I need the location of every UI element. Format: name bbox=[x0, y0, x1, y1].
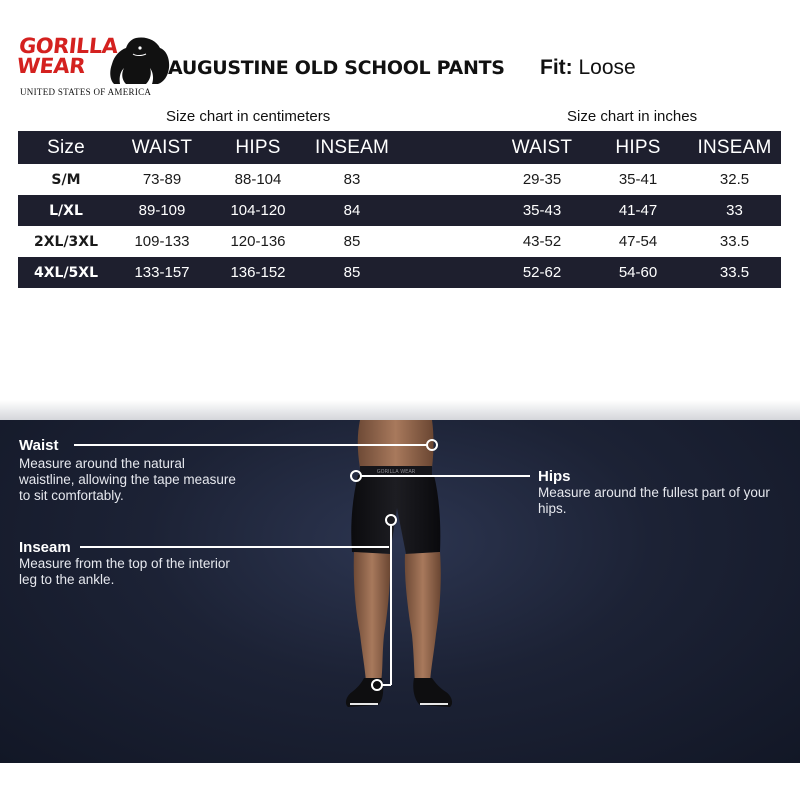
hips-cm-cell: 88-104 bbox=[234, 171, 282, 188]
header-inseam-cm: INSEAM bbox=[314, 136, 390, 158]
waist-in-cell: 35-43 bbox=[522, 202, 562, 219]
header-waist-in: WAIST bbox=[511, 136, 573, 158]
header-size: Size bbox=[47, 136, 85, 158]
inseam-in-cell: 32.5 bbox=[719, 171, 750, 188]
fit-info bbox=[540, 56, 636, 80]
logo-tagline: UNITED STATES OF AMERICA bbox=[20, 87, 152, 97]
header-hips-cm: HIPS bbox=[235, 136, 281, 158]
inseam-in-cell: 33.5 bbox=[719, 264, 750, 281]
waist-in-cell: 52-62 bbox=[522, 264, 562, 281]
hips-description: Measure around the fullest part of your hips. bbox=[538, 485, 770, 516]
inseam-description: Measure from the top of the interior leg to the ankle. bbox=[19, 556, 230, 587]
product-title: AUGUSTINE OLD SCHOOL PANTS bbox=[168, 57, 505, 79]
panel-shadow bbox=[0, 400, 800, 422]
waist-in-cell: 29-35 bbox=[522, 171, 562, 188]
hips-in-cell: 41-47 bbox=[618, 202, 658, 219]
hips-cm-cell: 104-120 bbox=[230, 202, 286, 219]
caption-inches: Size chart in inches bbox=[567, 108, 698, 125]
hips-in-cell: 47-54 bbox=[618, 233, 658, 250]
inseam-in-cell: 33 bbox=[726, 202, 743, 219]
hips-label: Hips bbox=[538, 468, 571, 485]
model-left-leg bbox=[354, 552, 390, 682]
waistband-print: GORILLA WEAR bbox=[376, 469, 416, 475]
caption-centimeters: Size chart in centimeters bbox=[166, 108, 331, 125]
table-row bbox=[18, 257, 781, 288]
header-waist-cm: WAIST bbox=[131, 136, 193, 158]
table-row bbox=[18, 195, 781, 226]
header-hips-in: HIPS bbox=[615, 136, 661, 158]
inseam-cm-cell: 85 bbox=[343, 233, 361, 250]
waist-cm-cell: 73-89 bbox=[142, 171, 182, 188]
table-header-row bbox=[18, 131, 781, 164]
size-cell: L/XL bbox=[49, 202, 83, 219]
size-cell: 2XL/3XL bbox=[33, 233, 99, 250]
gorilla-icon bbox=[106, 36, 172, 86]
size-cell: 4XL/5XL bbox=[33, 264, 99, 281]
waist-label: Waist bbox=[19, 437, 59, 454]
fit-value: Loose bbox=[578, 56, 636, 79]
waist-cm-cell: 89-109 bbox=[138, 202, 186, 219]
waist-in-cell: 43-52 bbox=[522, 233, 562, 250]
hips-in-cell: 54-60 bbox=[618, 264, 658, 281]
inseam-label: Inseam bbox=[19, 539, 71, 556]
fit-label: Fit: bbox=[540, 56, 573, 79]
hips-in-cell: 35-41 bbox=[618, 171, 658, 188]
header-inseam-in: INSEAM bbox=[697, 136, 772, 158]
waist-description: Measure around the natural waistline, allowing the tape measure to sit comfortably. bbox=[19, 456, 236, 503]
model-shorts bbox=[351, 475, 440, 554]
inseam-cm-cell: 84 bbox=[343, 202, 361, 219]
brand-logo bbox=[15, 34, 158, 100]
table-row bbox=[18, 226, 781, 257]
size-cell: S/M bbox=[51, 171, 81, 188]
table-row bbox=[18, 164, 781, 195]
inseam-in-cell: 33.5 bbox=[719, 233, 750, 250]
hips-cm-cell: 136-152 bbox=[230, 264, 286, 281]
waist-cm-cell: 133-157 bbox=[134, 264, 190, 281]
waist-cm-cell: 109-133 bbox=[134, 233, 190, 250]
size-chart-table bbox=[18, 131, 781, 288]
model-right-shoe bbox=[413, 678, 452, 707]
model-left-shoe bbox=[346, 678, 383, 707]
model-right-leg bbox=[405, 552, 441, 682]
hips-cm-cell: 120-136 bbox=[230, 233, 286, 250]
logo-wordmark: GORILLA WEAR bbox=[15, 34, 119, 78]
inseam-cm-cell: 85 bbox=[343, 264, 361, 281]
measurement-guide bbox=[0, 420, 800, 763]
inseam-cm-cell: 83 bbox=[343, 171, 361, 188]
